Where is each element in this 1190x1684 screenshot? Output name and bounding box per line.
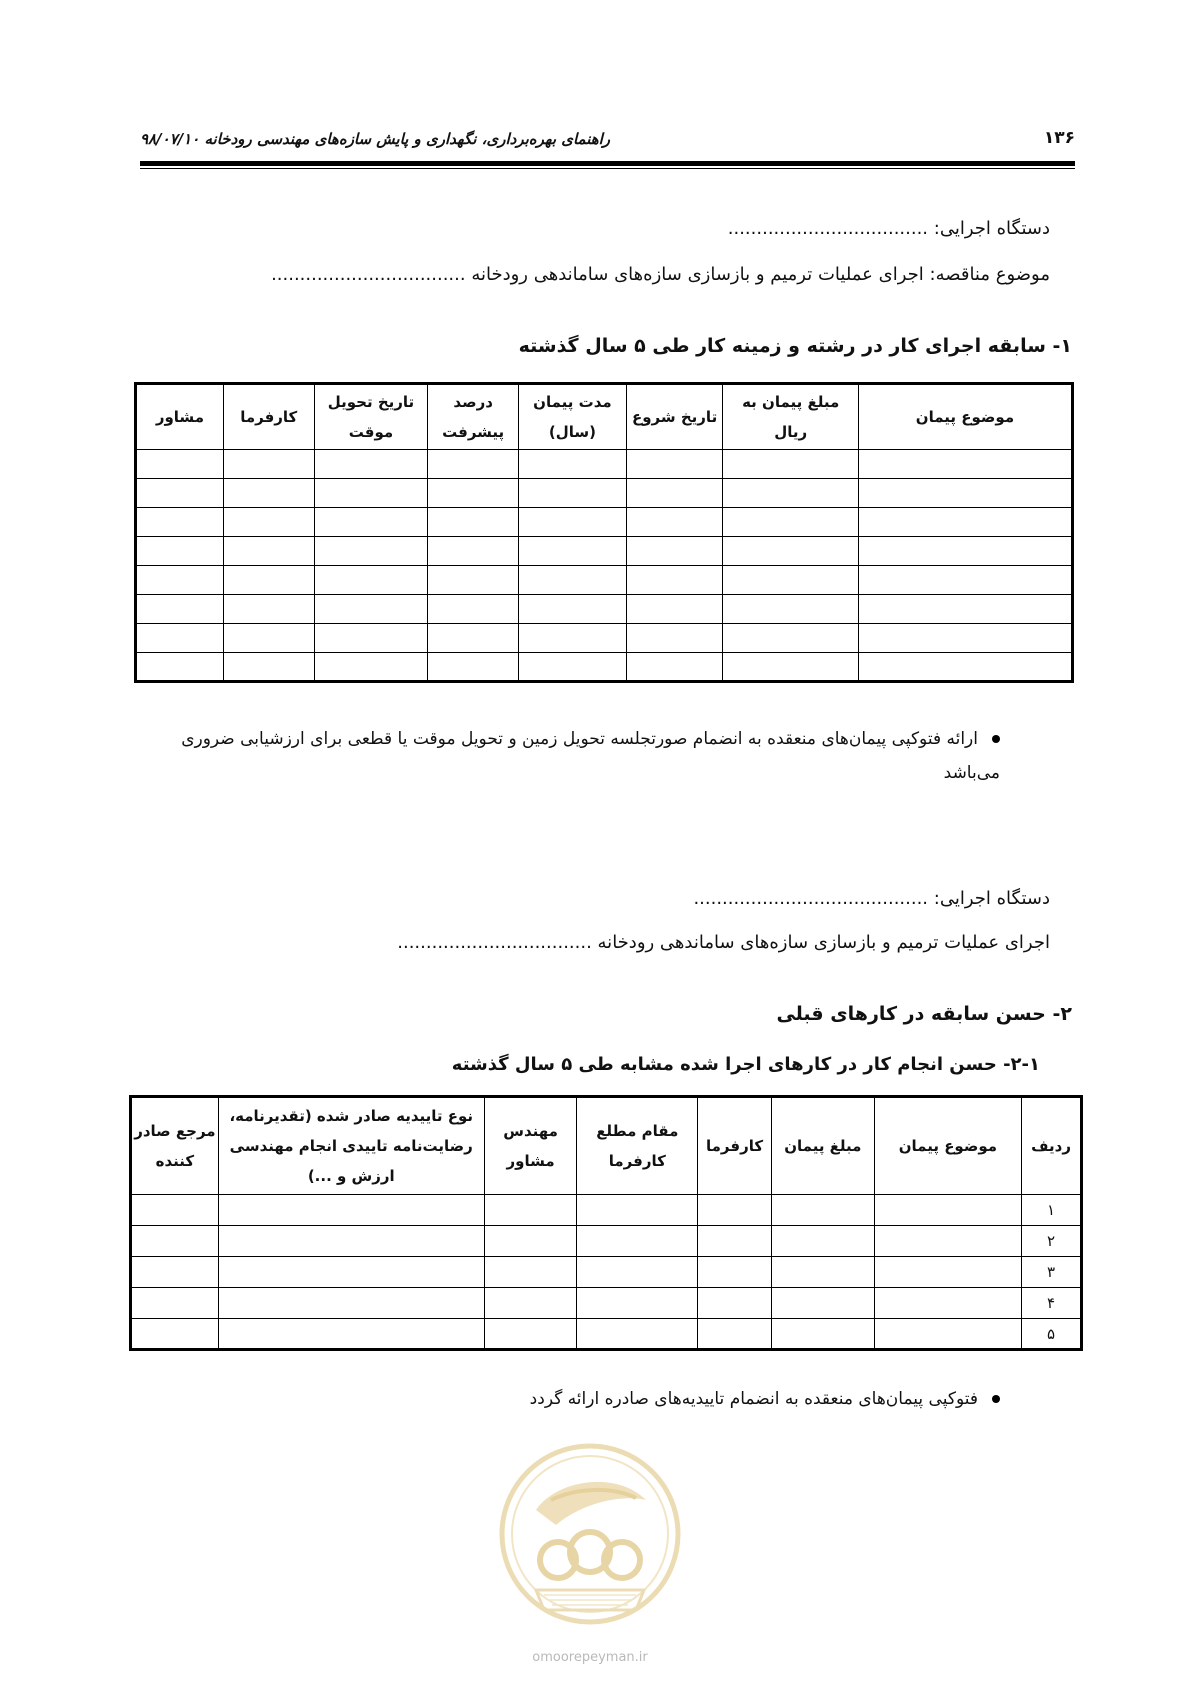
agency-label: دستگاه اجرایی:: [928, 218, 1050, 239]
table1-cell: [723, 537, 858, 566]
table1-cell: [223, 537, 314, 566]
table2-header: نوع تاییدیه صادر شده (تقدیرنامه، رضایت‌نامه تاییدی انجام مهندسی ارزش و ...): [218, 1097, 484, 1195]
table1-cell: [136, 537, 224, 566]
table1-cell: [519, 479, 627, 508]
section1-heading: ۱- سابقه اجرای کار در رشته و زمینه کار طی ۵ سال گذشته: [518, 335, 1072, 357]
table1-header: کارفرما: [223, 384, 314, 450]
table2-row: [131, 1257, 1082, 1288]
table1-cell: [723, 566, 858, 595]
table2-header: مهندس مشاور: [484, 1097, 577, 1195]
section2-note: [300, 1382, 1000, 1416]
table2-cell: [698, 1319, 772, 1350]
table1-cell: [428, 479, 519, 508]
running-title: راهنمای بهره‌برداری، نگهداری و پایش سازه‌های مهندسی رودخانه ۹۸/۰۷/۱۰: [140, 130, 611, 148]
table1-cell: [519, 566, 627, 595]
table2-cell: [218, 1226, 484, 1257]
row-number: ۱: [1022, 1195, 1082, 1226]
table2-cell: [218, 1257, 484, 1288]
bullet-dot: [992, 1395, 1000, 1403]
row-number: ۵: [1022, 1319, 1082, 1350]
table1-cell: [626, 653, 723, 682]
tender-dots: ..................................: [271, 264, 466, 285]
table2-header: مرجع صادر کننده: [131, 1097, 219, 1195]
table1-cell: [626, 566, 723, 595]
table1-cell: [519, 653, 627, 682]
table1-cell: [428, 595, 519, 624]
table1-cell: [626, 595, 723, 624]
table1-cell: [858, 595, 1072, 624]
subject-2: اجرای عملیات ترمیم و بازسازی سازه‌های ساماندهی رودخانه: [591, 932, 1050, 953]
table2-cell: [772, 1195, 875, 1226]
table2-cell: [577, 1319, 698, 1350]
table2-cell: [577, 1226, 698, 1257]
table2-cell: [131, 1257, 219, 1288]
table1-header: موضوع پیمان: [858, 384, 1072, 450]
table1-cell: [858, 479, 1072, 508]
table2-cell: [218, 1319, 484, 1350]
table2-cell: [131, 1226, 219, 1257]
table1-cell: [858, 566, 1072, 595]
table2-header: ردیف: [1022, 1097, 1082, 1195]
table1-cell: [136, 595, 224, 624]
table2-cell: [698, 1226, 772, 1257]
table1-header: مشاور: [136, 384, 224, 450]
table1-cell: [626, 479, 723, 508]
table1-cell: [519, 450, 627, 479]
table2-cell: [772, 1226, 875, 1257]
table1-cell: [858, 624, 1072, 653]
row-number: ۳: [1022, 1257, 1082, 1288]
table1-cell: [519, 508, 627, 537]
watermark-url: omoorepeyman.ir: [532, 1650, 648, 1665]
table1-row: [136, 508, 1073, 537]
section2-heading: ۲- حسن سابقه در کارهای قبلی: [776, 1003, 1072, 1025]
table1-cell: [428, 450, 519, 479]
table2-header-row: [131, 1097, 1082, 1195]
table2-cell: [698, 1257, 772, 1288]
table1-cell: [223, 653, 314, 682]
table1-row: [136, 624, 1073, 653]
agency-dots-2: .........................................: [693, 888, 929, 909]
table2-header: کارفرما: [698, 1097, 772, 1195]
table2-cell: [772, 1288, 875, 1319]
table1-body: [136, 450, 1073, 682]
subject-line-2: [397, 932, 1050, 953]
table2-cell: [577, 1195, 698, 1226]
table1-cell: [428, 508, 519, 537]
table1-row: [136, 595, 1073, 624]
table1-cell: [428, 624, 519, 653]
table2-cell: [131, 1195, 219, 1226]
section2-subheading: ۲-۱- حسن انجام کار در کارهای اجرا شده مشابه طی ۵ سال گذشته: [451, 1054, 1040, 1075]
table1-cell: [314, 595, 428, 624]
table1-cell: [519, 537, 627, 566]
table1-cell: [858, 508, 1072, 537]
table1-cell: [136, 624, 224, 653]
table2-row: [131, 1288, 1082, 1319]
table1-cell: [626, 450, 723, 479]
agency-label-2: دستگاه اجرایی:: [928, 888, 1050, 909]
work-history-table: [134, 382, 1074, 683]
table2-cell: [577, 1288, 698, 1319]
table1-cell: [723, 595, 858, 624]
table1-cell: [519, 595, 627, 624]
table2-cell: [772, 1319, 875, 1350]
table2-row: [131, 1319, 1082, 1350]
watermark-seal-icon: [496, 1440, 684, 1628]
table1-cell: [314, 653, 428, 682]
table2-cell: [218, 1288, 484, 1319]
header-rule-thin: [140, 168, 1075, 169]
table1-cell: [723, 508, 858, 537]
table1-cell: [723, 624, 858, 653]
table1-header: درصد پیشرفت: [428, 384, 519, 450]
header-rule-thick: [140, 161, 1075, 166]
table1-cell: [626, 624, 723, 653]
table2-row: [131, 1226, 1082, 1257]
table1-row: [136, 566, 1073, 595]
table1-cell: [519, 624, 627, 653]
table2-header: مقام مطلع کارفرما: [577, 1097, 698, 1195]
table1-cell: [314, 508, 428, 537]
row-number: ۴: [1022, 1288, 1082, 1319]
table1-cell: [723, 479, 858, 508]
agency-line-2: [693, 888, 1050, 909]
table1-header: تاریخ تحویل موقت: [314, 384, 428, 450]
table1-cell: [723, 653, 858, 682]
table1-cell: [428, 653, 519, 682]
table1-row: [136, 537, 1073, 566]
table1-cell: [136, 653, 224, 682]
page-number: ۱۳۶: [1043, 128, 1075, 148]
table1-cell: [223, 566, 314, 595]
row-number: ۲: [1022, 1226, 1082, 1257]
table2-cell: [772, 1257, 875, 1288]
table1-cell: [428, 566, 519, 595]
section1-note: [140, 722, 1000, 790]
good-performance-table: [129, 1095, 1083, 1351]
table2-cell: [484, 1257, 577, 1288]
table2-cell: [131, 1288, 219, 1319]
table2-cell: [484, 1226, 577, 1257]
table2-cell: [874, 1226, 1021, 1257]
section1-note-text: ارائه فتوکپی پیمان‌های منعقده به انضمام صورتجلسه تحویل زمین و تحویل موقت یا قطعی برای ارزشیابی ضروری می‌باشد: [181, 729, 1000, 783]
bullet-dot: [992, 735, 1000, 743]
table1-cell: [223, 508, 314, 537]
running-header: [140, 128, 1075, 160]
table1-cell: [858, 537, 1072, 566]
agency-line-1: [728, 218, 1050, 239]
table1-cell: [428, 537, 519, 566]
table1-cell: [314, 479, 428, 508]
table2-cell: [484, 1319, 577, 1350]
tender-subject-line: [271, 264, 1050, 285]
table2-cell: [874, 1195, 1021, 1226]
table1-row: [136, 479, 1073, 508]
table1-header-row: [136, 384, 1073, 450]
table2-cell: [874, 1288, 1021, 1319]
table2-header: مبلغ پیمان: [772, 1097, 875, 1195]
table2-cell: [698, 1288, 772, 1319]
table1-cell: [858, 450, 1072, 479]
table1-row: [136, 450, 1073, 479]
table1-cell: [314, 450, 428, 479]
table2-cell: [484, 1195, 577, 1226]
table2-cell: [484, 1288, 577, 1319]
table1-cell: [858, 653, 1072, 682]
table1-cell: [223, 595, 314, 624]
table2-header: موضوع پیمان: [874, 1097, 1021, 1195]
section2-note-text: فتوکپی پیمان‌های منعقده به انضمام تاییدیه‌های صادره ارائه گردد: [529, 1389, 978, 1409]
tender-subject: موضوع مناقصه: اجرای عملیات ترمیم و بازسازی سازه‌های ساماندهی رودخانه: [465, 264, 1050, 285]
table2-cell: [218, 1195, 484, 1226]
table1-cell: [223, 450, 314, 479]
table2-cell: [874, 1257, 1021, 1288]
table1-cell: [223, 479, 314, 508]
table2-row: [131, 1195, 1082, 1226]
table1-cell: [626, 508, 723, 537]
table1-cell: [314, 537, 428, 566]
table1-cell: [223, 624, 314, 653]
subject-dots-2: ..................................: [397, 932, 592, 953]
table2-cell: [131, 1319, 219, 1350]
table2-cell: [577, 1257, 698, 1288]
table1-cell: [136, 566, 224, 595]
table1-cell: [136, 450, 224, 479]
table1-cell: [314, 566, 428, 595]
table1-header: مدت پیمان (سال): [519, 384, 627, 450]
table1-header: تاریخ شروع: [626, 384, 723, 450]
table1-cell: [136, 508, 224, 537]
table2-body: [131, 1195, 1082, 1350]
table1-cell: [314, 624, 428, 653]
table1-header: مبلغ پیمان به ریال: [723, 384, 858, 450]
table2-cell: [698, 1195, 772, 1226]
table1-cell: [136, 479, 224, 508]
table1-row: [136, 653, 1073, 682]
table2-cell: [874, 1319, 1021, 1350]
table1-cell: [723, 450, 858, 479]
agency-dots: ...................................: [727, 218, 929, 239]
table1-cell: [626, 537, 723, 566]
